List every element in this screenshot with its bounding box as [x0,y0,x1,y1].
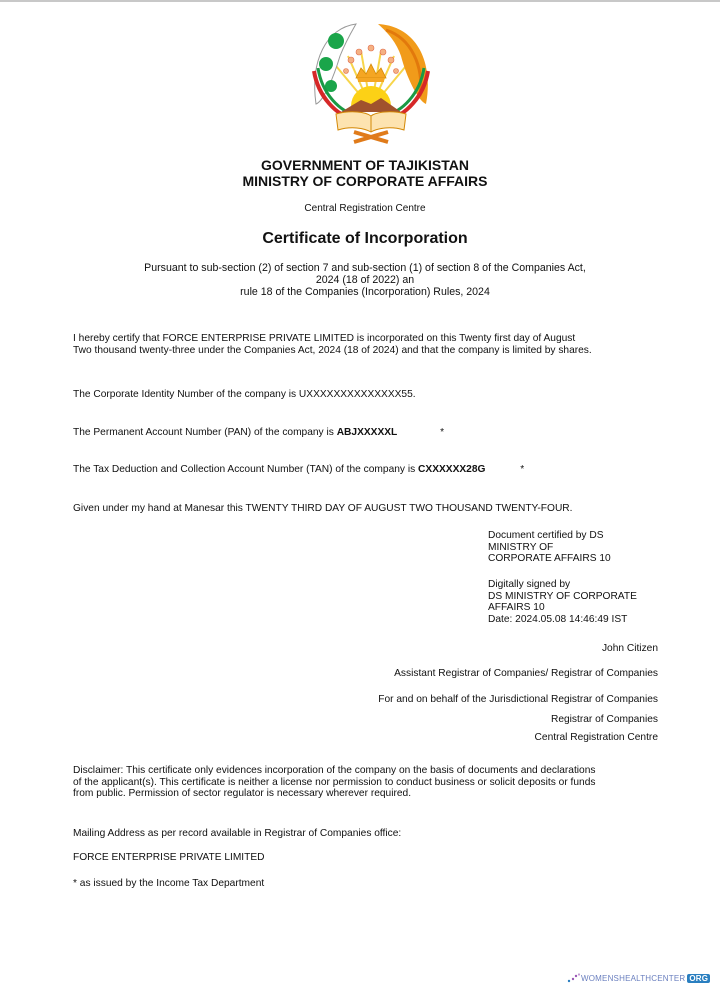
certify-line: I hereby certify that FORCE ENTERPRISE PRIVATE LIMITED is incorporated on this Twenty first day of August [73,333,576,344]
pan-value: ABJXXXXXL [336,427,398,438]
signed-line: AFFAIRS 10 [488,602,545,613]
certified-line: Document certified by DS [488,530,604,541]
disclaimer-line: Disclaimer: This certificate only evidences incorporation of the company on the basis of documents and declarations [73,765,596,776]
behalf-statement: For and on behalf of the Jurisdictional Registrar of Companies [378,694,658,705]
tan-label: The Tax Deduction and Collection Account Number (TAN) of the company is [73,464,416,475]
watermark [567,973,710,983]
watermark-text: WOMENSHEALTHCENTER [581,973,686,983]
signed-line: DS MINISTRY OF CORPORATE [488,590,637,602]
pursuant-line: Pursuant to sub-section (2) of section 7 and sub-section (1) of section 8 of the Companies Act, [144,262,586,274]
mailing-address-label: Mailing Address as per record available in Registrar of Companies office: [73,828,402,839]
signature-date: Date: 2024.05.08 14:46:49 IST [488,613,628,625]
government-heading: GOVERNMENT OF TAJIKISTAN [261,157,469,173]
disclaimer-line: from public. Permission of sector regulator is necessary wherever required. [73,788,412,799]
income-tax-footnote: * as issued by the Income Tax Department [73,878,265,889]
signatory-role: Assistant Registrar of Companies/ Registrar of Companies [394,668,658,679]
signatory-name: John Citizen [601,643,658,654]
disclaimer [73,765,595,800]
pursuant-clause [0,262,720,298]
registration-centre-label: Central Registration Centre [534,732,658,743]
mailing-company-name: FORCE ENTERPRISE PRIVATE LIMITED [73,852,265,863]
given-statement: Given under my hand at Manesar this TWENTY THIRD DAY OF AUGUST TWO THOUSAND TWENTY-FOUR. [73,503,573,514]
pursuant-line: rule 18 of the Companies (Incorporation) Rules, 2024 [240,286,490,298]
tan-value: CXXXXXX28G [418,464,486,475]
pan-footnote-mark: * [440,427,445,438]
pursuant-line: 2024 (18 of 2022) an [315,274,415,286]
state-emblem-icon [306,16,436,144]
page-top-border [0,0,720,2]
watermark-dots-icon [567,973,581,983]
certified-line: MINISTRY OF [488,541,554,553]
registration-centre-subtitle: Central Registration Centre [304,203,426,214]
certify-line: Two thousand twenty-three under the Companies Act, 2024 (18 of 2024) and that the company is limited by shares. [73,344,592,356]
pan-statement [73,427,444,439]
registrar-label: Registrar of Companies [550,714,658,725]
cin-statement: The Corporate Identity Number of the company is UXXXXXXXXXXXXXX55. [73,389,416,400]
watermark-tld: ORG [689,973,709,983]
certified-line: CORPORATE AFFAIRS 10 [488,553,611,564]
ministry-heading: MINISTRY OF CORPORATE AFFAIRS [242,173,488,189]
certify-statement [73,333,592,356]
tan-footnote-mark: * [520,464,525,475]
digital-signature-block [488,579,637,625]
document-certified-block [488,530,611,565]
signed-line: Digitally signed by [488,579,571,590]
disclaimer-line: of the applicant(s). This certificate is neither a license nor permission to conduct business or solicit deposits or funds [73,776,596,788]
certificate-title: Certificate of Incorporation [262,230,468,247]
pan-label: The Permanent Account Number (PAN) of the company is [73,427,334,438]
tan-statement [73,464,524,476]
